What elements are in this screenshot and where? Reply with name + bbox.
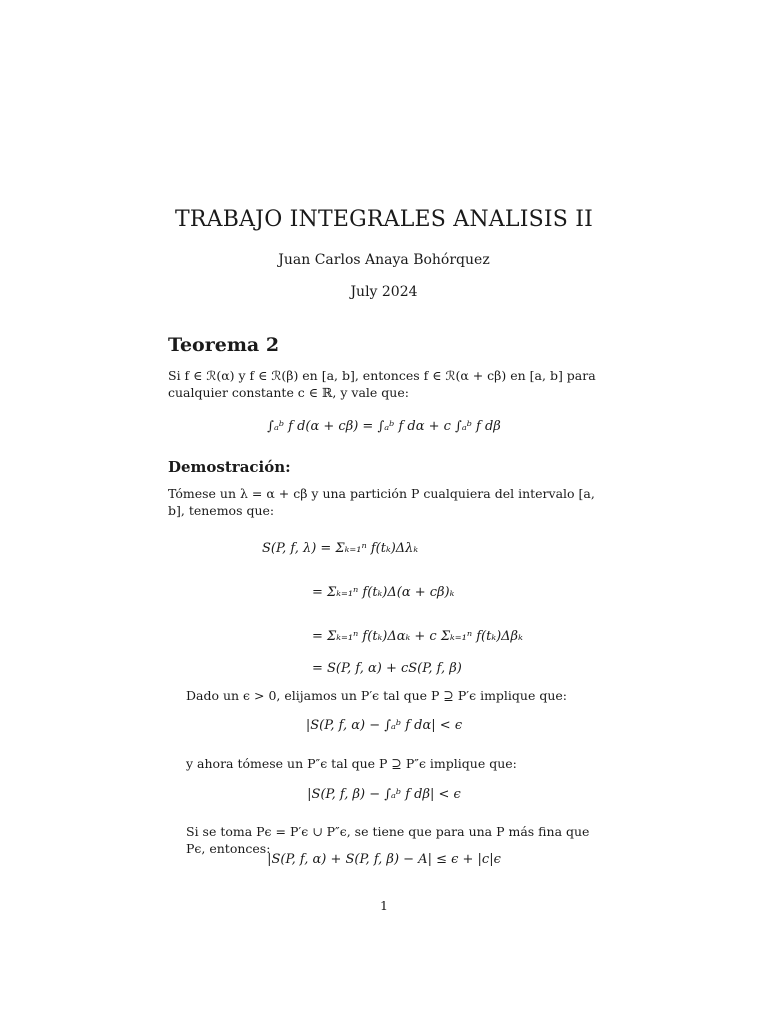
equation-line: = S(P, f, α) + cS(P, f, β) (312, 661, 462, 676)
document-date: July 2024 (350, 284, 418, 300)
aligned-equations (262, 527, 523, 679)
theorem-statement: Si f ∈ ℛ(α) y f ∈ ℛ(β) en [a, b], entonces f ∈ ℛ(α + cβ) en [a, b] para cualquier constante c ∈ ℝ, y vale que: (168, 368, 596, 400)
page-number: 1 (380, 898, 388, 913)
equation-alpha: |S(P, f, α) − ∫ₐᵇ f dα| < ϵ (305, 718, 463, 733)
proof-step-1: Dado un ϵ > 0, elijamos un P′ϵ tal que P ⊇ P′ϵ implique que: (186, 688, 568, 703)
equation-line: = Σₖ₌₁ⁿ f(tₖ)Δαₖ + c Σₖ₌₁ⁿ f(tₖ)Δβₖ (312, 629, 523, 644)
theorem-heading: Teorema 2 (168, 334, 280, 356)
author-name: Juan Carlos Anaya Bohórquez (278, 252, 490, 268)
equation-line: = Σₖ₌₁ⁿ f(tₖ)Δ(α + cβ)ₖ (312, 585, 455, 600)
proof-step-3: Si se toma Pϵ = P′ϵ ∪ P″ϵ, se tiene que para una P más fina que Pϵ, entonces: (186, 824, 590, 856)
equation-line: S(P, f, λ) = Σₖ₌₁ⁿ f(tₖ)Δλₖ (262, 541, 419, 556)
proof-step-2: y ahora tómese un P″ϵ tal que P ⊇ P″ϵ implique que: (186, 756, 517, 771)
proof-heading: Demostración: (168, 458, 291, 476)
theorem-equation: ∫ₐᵇ f d(α + cβ) = ∫ₐᵇ f dα + c ∫ₐᵇ f dβ (267, 419, 501, 434)
equation-final: |S(P, f, α) + S(P, f, β) − A| ≤ ϵ + |c|ϵ (267, 852, 501, 867)
document-title: TRABAJO INTEGRALES ANALISIS II (175, 207, 593, 232)
proof-intro: Tómese un λ = α + cβ y una partición P cualquiera del intervalo [a, b], tenemos que: (168, 486, 595, 518)
equation-beta: |S(P, f, β) − ∫ₐᵇ f dβ| < ϵ (307, 787, 461, 802)
